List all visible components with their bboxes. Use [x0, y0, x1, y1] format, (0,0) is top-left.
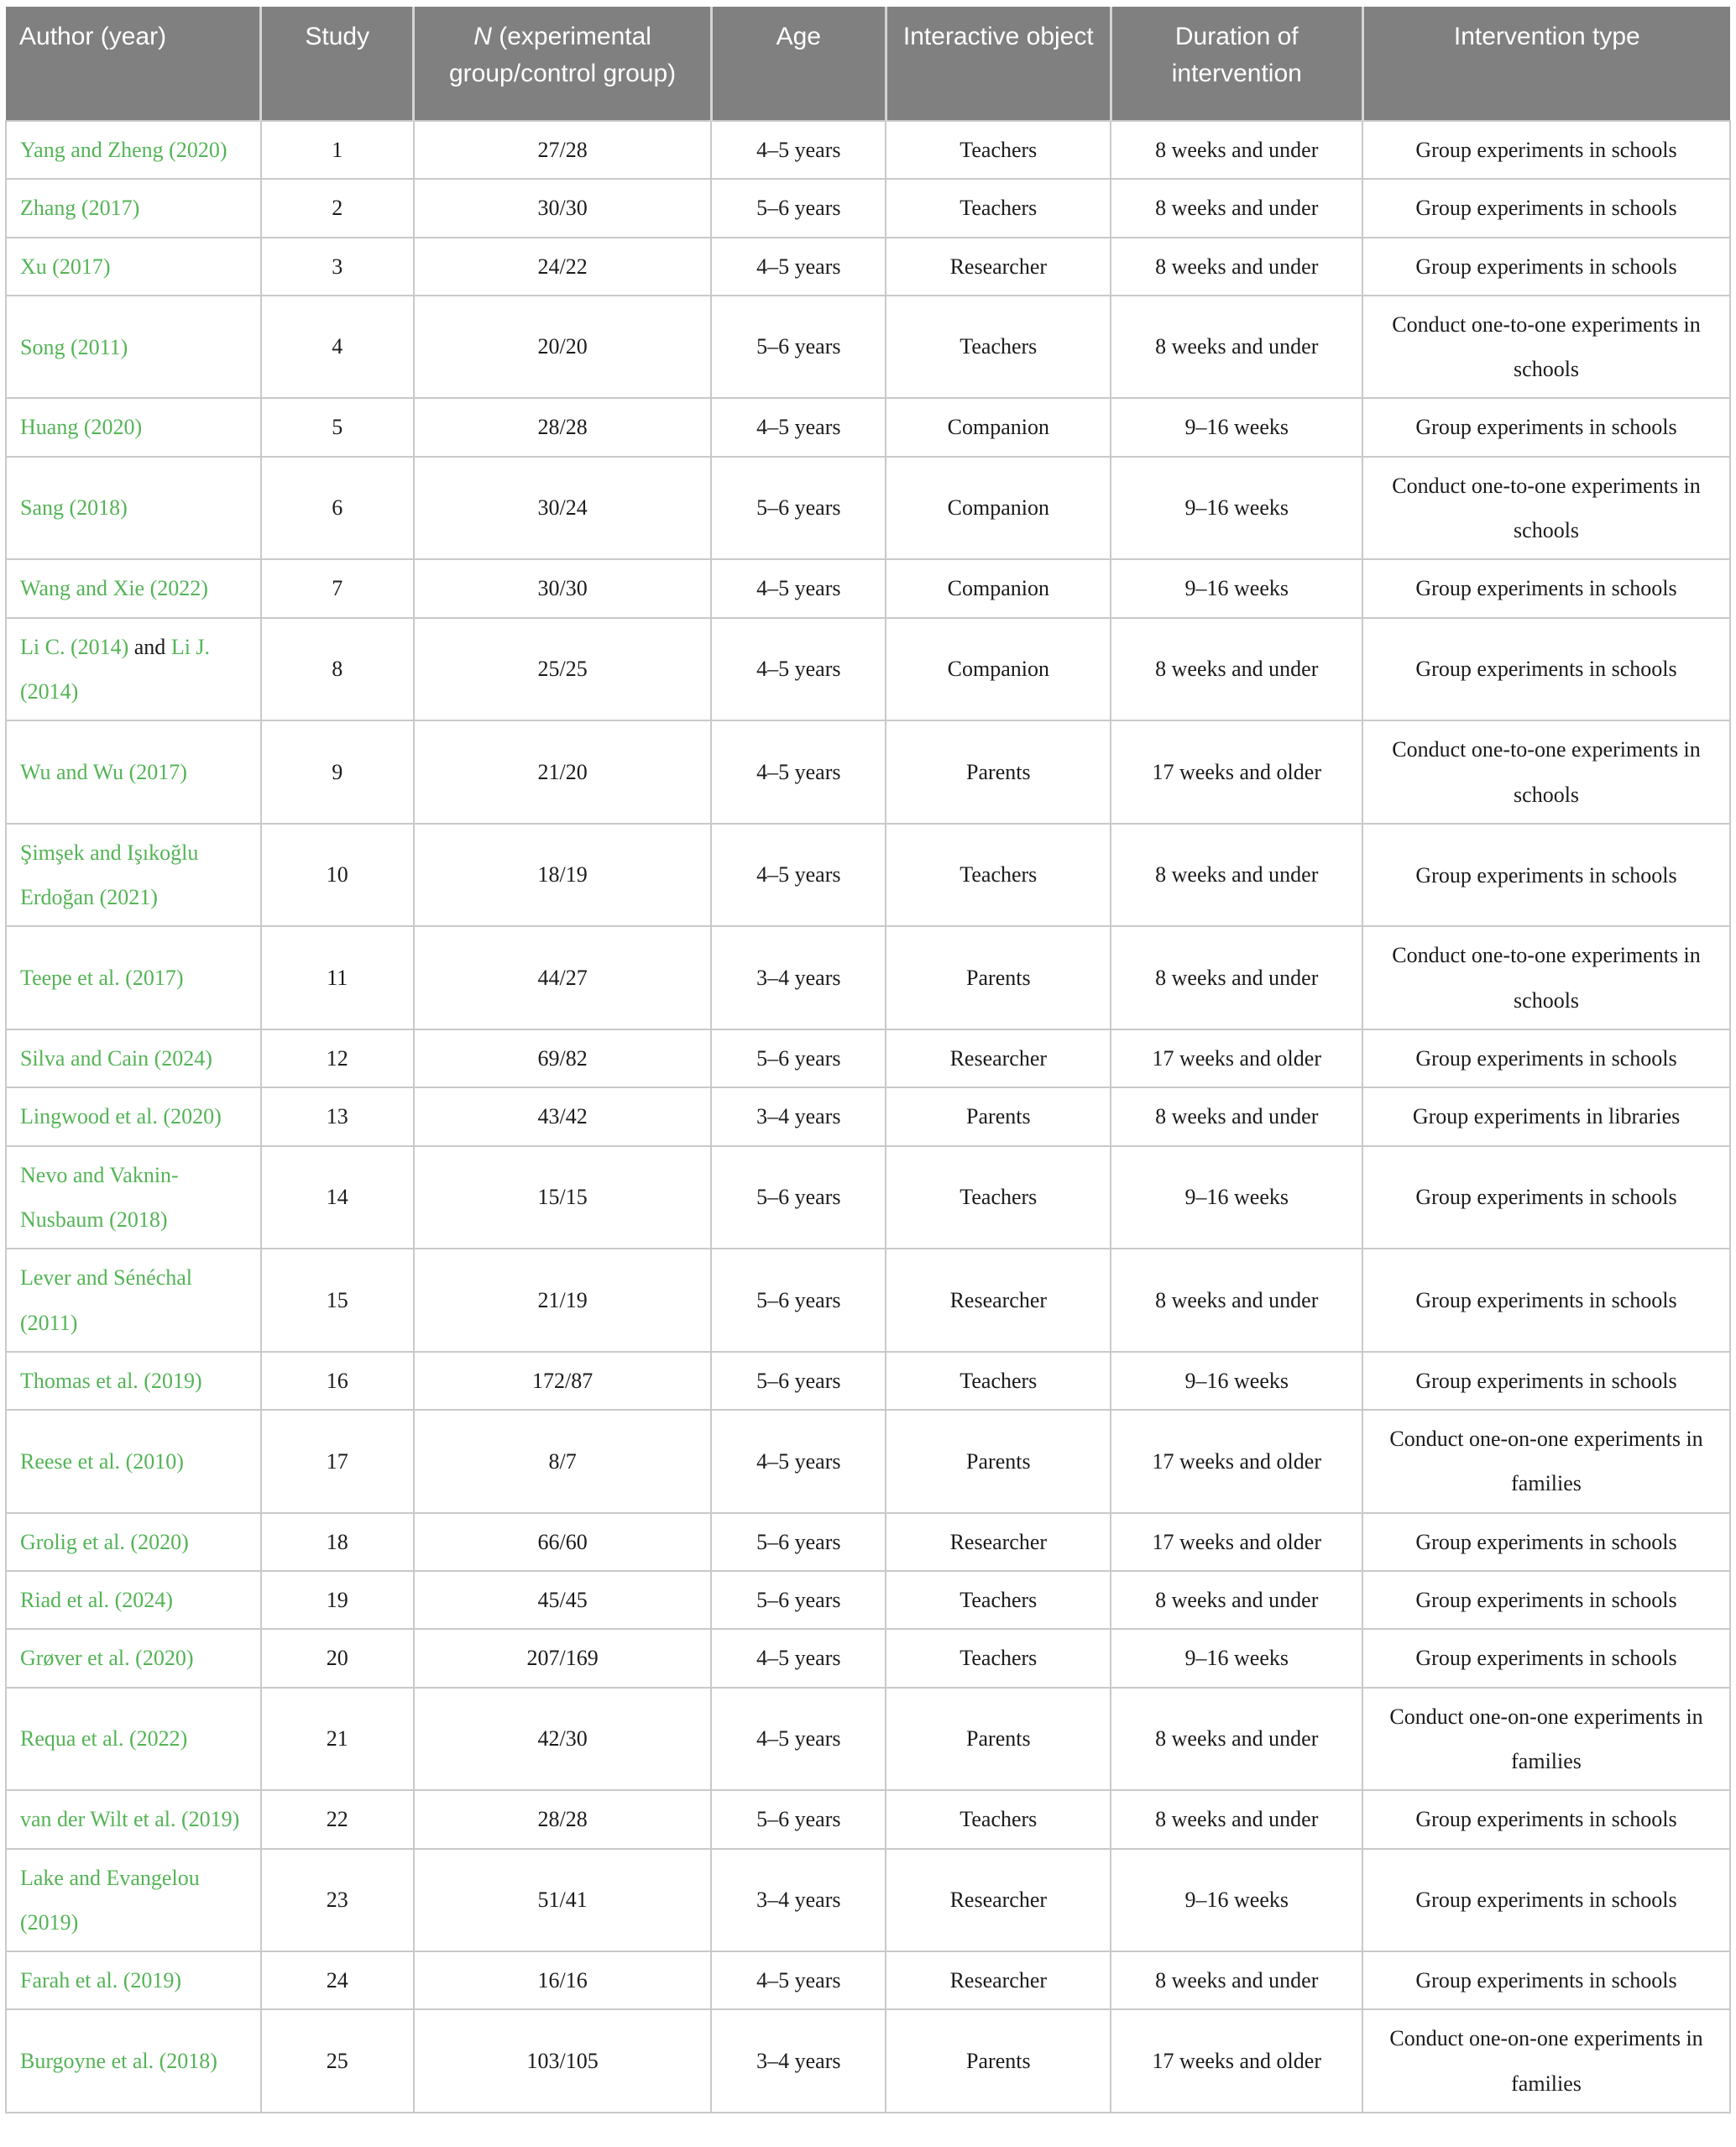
study-cell: 8 — [261, 618, 414, 721]
age-cell: 4–5 years — [711, 398, 886, 456]
n-cell: 51/41 — [414, 1849, 712, 1952]
study-cell: 15 — [261, 1249, 414, 1352]
age-cell: 3–4 years — [711, 926, 886, 1029]
age-cell: 4–5 years — [711, 1688, 886, 1791]
table-row — [6, 398, 1730, 456]
author-link[interactable]: Thomas et al. (2019) — [20, 1368, 202, 1393]
author-cell — [6, 824, 261, 927]
table-row — [6, 1790, 1730, 1848]
author-link[interactable]: Teepe et al. (2017) — [20, 966, 184, 991]
author-link[interactable]: Xu (2017) — [20, 254, 111, 279]
age-cell: 4–5 years — [711, 238, 886, 296]
table-row — [6, 238, 1730, 296]
table-row — [6, 720, 1730, 824]
n-cell: 207/169 — [414, 1629, 712, 1687]
author-link[interactable]: Burgoyne et al. (2018) — [20, 2049, 217, 2074]
study-cell: 2 — [261, 179, 414, 237]
column-header-duration: Duration of intervention — [1111, 7, 1362, 121]
author-link[interactable]: van der Wilt et al. (2019) — [20, 1807, 240, 1832]
table-row — [6, 1513, 1730, 1571]
age-cell: 5–6 years — [711, 296, 886, 399]
study-cell: 21 — [261, 1688, 414, 1791]
intervention-type-cell: Conduct one-to-one experiments in schools — [1362, 457, 1730, 560]
study-cell: 16 — [261, 1352, 414, 1410]
duration-cell: 8 weeks and under — [1111, 1249, 1362, 1352]
intervention-type-cell: Conduct one-on-one experiments in families — [1362, 1688, 1730, 1791]
table-row — [6, 1029, 1730, 1087]
author-cell — [6, 1146, 261, 1249]
duration-cell: 17 weeks and older — [1111, 1410, 1362, 1513]
table-row — [6, 618, 1730, 721]
interactive-object-cell: Researcher — [886, 1029, 1111, 1087]
duration-cell: 8 weeks and under — [1111, 824, 1362, 927]
table-row — [6, 1146, 1730, 1249]
author-link[interactable]: Reese et al. (2010) — [20, 1448, 184, 1474]
age-cell: 3–4 years — [711, 1849, 886, 1952]
author-link[interactable]: Requa et al. (2022) — [20, 1726, 188, 1752]
duration-cell: 8 weeks and under — [1111, 179, 1362, 237]
author-cell — [6, 296, 261, 399]
n-cell: 21/20 — [414, 720, 712, 824]
table-row — [6, 457, 1730, 560]
author-link[interactable]: Lake and Evangelou (2019) — [20, 1865, 200, 1935]
age-cell: 3–4 years — [711, 2009, 886, 2113]
n-cell: 24/22 — [414, 238, 712, 296]
author-cell — [6, 1087, 261, 1145]
table-body — [6, 121, 1730, 2113]
n-cell: 30/30 — [414, 179, 712, 237]
age-cell: 5–6 years — [711, 1790, 886, 1848]
age-cell: 4–5 years — [711, 559, 886, 617]
interactive-object-cell: Teachers — [886, 121, 1111, 179]
n-cell: 45/45 — [414, 1571, 712, 1629]
table-row — [6, 1849, 1730, 1952]
n-italic-symbol: N — [473, 23, 492, 50]
table-row — [6, 2009, 1730, 2113]
age-cell: 5–6 years — [711, 1146, 886, 1249]
duration-cell: 17 weeks and older — [1111, 2009, 1362, 2113]
author-link[interactable]: Yang and Zheng (2020) — [20, 138, 227, 162]
study-cell: 22 — [261, 1790, 414, 1848]
author-cell — [6, 618, 261, 721]
studies-table — [5, 7, 1731, 2113]
intervention-type-cell: Group experiments in schools — [1362, 1951, 1730, 2009]
interactive-object-cell: Companion — [886, 398, 1111, 456]
author-link[interactable]: Li C. (2014) — [20, 634, 129, 659]
n-cell: 18/19 — [414, 824, 712, 927]
table-row — [6, 1410, 1730, 1513]
header-row — [6, 7, 1730, 121]
n-cell: 43/42 — [414, 1087, 712, 1145]
study-cell: 10 — [261, 824, 414, 927]
author-cell — [6, 926, 261, 1029]
duration-cell: 17 weeks and older — [1111, 1029, 1362, 1087]
age-cell: 5–6 years — [711, 1513, 886, 1571]
duration-cell: 8 weeks and under — [1111, 618, 1362, 721]
intervention-type-cell: Group experiments in schools — [1362, 1790, 1730, 1848]
author-cell — [6, 1352, 261, 1410]
author-link[interactable]: Silva and Cain (2024) — [20, 1046, 212, 1071]
study-cell: 11 — [261, 926, 414, 1029]
n-cell: 28/28 — [414, 1790, 712, 1848]
author-cell — [6, 559, 261, 617]
author-cell — [6, 1790, 261, 1848]
duration-cell: 17 weeks and older — [1111, 1513, 1362, 1571]
intervention-type-cell: Group experiments in schools — [1362, 1146, 1730, 1249]
n-cell: 15/15 — [414, 1146, 712, 1249]
intervention-type-cell: Conduct one-to-one experiments in schools — [1362, 720, 1730, 824]
author-link[interactable]: Lingwood et al. (2020) — [20, 1104, 222, 1129]
table-row — [6, 1249, 1730, 1352]
author-cell — [6, 1951, 261, 2009]
intervention-type-cell: Group experiments in schools — [1362, 1249, 1730, 1352]
author-connector-text: and — [128, 634, 171, 659]
age-cell: 5–6 years — [711, 1352, 886, 1410]
author-link[interactable]: Song (2011) — [20, 334, 128, 359]
author-link[interactable]: Huang (2020) — [20, 415, 143, 440]
n-cell: 21/19 — [414, 1249, 712, 1352]
interactive-object-cell: Parents — [886, 720, 1111, 824]
interactive-object-cell: Teachers — [886, 179, 1111, 237]
age-cell: 4–5 years — [711, 121, 886, 179]
intervention-type-cell: Group experiments in schools — [1362, 559, 1730, 617]
duration-cell: 8 weeks and under — [1111, 296, 1362, 399]
table-row — [6, 926, 1730, 1029]
author-link[interactable]: Nevo and Vaknin-Nusbaum (2018) — [20, 1162, 179, 1232]
table-row — [6, 121, 1730, 179]
interactive-object-cell: Teachers — [886, 296, 1111, 399]
author-cell — [6, 1849, 261, 1952]
study-cell: 20 — [261, 1629, 414, 1687]
study-cell: 12 — [261, 1029, 414, 1087]
column-header-age: Age — [711, 7, 886, 121]
n-cell: 28/28 — [414, 398, 712, 456]
interactive-object-cell: Teachers — [886, 1790, 1111, 1848]
duration-cell: 9–16 weeks — [1111, 1629, 1362, 1687]
study-cell: 17 — [261, 1410, 414, 1513]
duration-cell: 9–16 weeks — [1111, 1146, 1362, 1249]
interactive-object-cell: Companion — [886, 559, 1111, 617]
author-link[interactable]: Grøver et al. (2020) — [20, 1646, 194, 1671]
study-cell: 6 — [261, 457, 414, 560]
interactive-object-cell: Researcher — [886, 238, 1111, 296]
duration-cell: 8 weeks and under — [1111, 238, 1362, 296]
n-cell: 66/60 — [414, 1513, 712, 1571]
interactive-object-cell: Parents — [886, 1410, 1111, 1513]
author-link[interactable]: Zhang (2017) — [20, 196, 140, 221]
author-link[interactable]: Wang and Xie (2022) — [20, 576, 208, 601]
intervention-type-cell: Group experiments in schools — [1362, 121, 1730, 179]
author-link[interactable]: Lever and Sénéchal (2011) — [20, 1265, 193, 1335]
n-cell: 42/30 — [414, 1688, 712, 1791]
column-header-n — [414, 7, 712, 121]
study-cell: 23 — [261, 1849, 414, 1952]
interactive-object-cell: Teachers — [886, 1352, 1111, 1410]
intervention-type-cell: Group experiments in schools — [1362, 238, 1730, 296]
table-row — [6, 1688, 1730, 1791]
duration-cell: 8 weeks and under — [1111, 1571, 1362, 1629]
author-cell — [6, 179, 261, 237]
author-cell — [6, 238, 261, 296]
age-cell: 5–6 years — [711, 1571, 886, 1629]
intervention-type-cell: Group experiments in schools — [1362, 824, 1730, 927]
n-cell: 20/20 — [414, 296, 712, 399]
interactive-object-cell: Parents — [886, 926, 1111, 1029]
age-cell: 5–6 years — [711, 457, 886, 560]
author-link[interactable]: Grolig et al. (2020) — [20, 1529, 189, 1554]
n-cell: 30/24 — [414, 457, 712, 560]
author-cell — [6, 1513, 261, 1571]
n-cell: 172/87 — [414, 1352, 712, 1410]
intervention-type-cell: Group experiments in schools — [1362, 1629, 1730, 1687]
duration-cell: 8 weeks and under — [1111, 926, 1362, 1029]
author-cell — [6, 1688, 261, 1791]
age-cell: 3–4 years — [711, 1087, 886, 1145]
age-cell: 5–6 years — [711, 1249, 886, 1352]
column-header-author: Author (year) — [6, 7, 261, 121]
interactive-object-cell: Parents — [886, 1087, 1111, 1145]
column-header-object: Interactive object — [886, 7, 1111, 121]
study-cell: 4 — [261, 296, 414, 399]
column-header-type: Intervention type — [1362, 7, 1730, 121]
age-cell: 4–5 years — [711, 1629, 886, 1687]
duration-cell: 8 weeks and under — [1111, 1087, 1362, 1145]
study-cell: 3 — [261, 238, 414, 296]
n-cell: 30/30 — [414, 559, 712, 617]
author-link[interactable]: Farah et al. (2019) — [20, 1968, 182, 1993]
study-cell: 1 — [261, 121, 414, 179]
n-cell: 44/27 — [414, 926, 712, 1029]
interactive-object-cell: Teachers — [886, 1146, 1111, 1249]
interactive-object-cell: Teachers — [886, 1629, 1111, 1687]
interactive-object-cell: Parents — [886, 2009, 1111, 2113]
duration-cell: 8 weeks and under — [1111, 1688, 1362, 1791]
age-cell: 5–6 years — [711, 1029, 886, 1087]
author-cell — [6, 2009, 261, 2113]
intervention-type-cell: Group experiments in schools — [1362, 1849, 1730, 1952]
interactive-object-cell: Companion — [886, 457, 1111, 560]
author-cell — [6, 720, 261, 824]
study-cell: 13 — [261, 1087, 414, 1145]
study-cell: 25 — [261, 2009, 414, 2113]
interactive-object-cell: Researcher — [886, 1513, 1111, 1571]
interactive-object-cell: Parents — [886, 1688, 1111, 1791]
author-cell — [6, 457, 261, 560]
study-cell: 18 — [261, 1513, 414, 1571]
author-cell — [6, 1249, 261, 1352]
interactive-object-cell: Researcher — [886, 1249, 1111, 1352]
author-cell — [6, 1571, 261, 1629]
intervention-type-cell: Group experiments in schools — [1362, 1571, 1730, 1629]
table-header — [6, 7, 1730, 121]
interactive-object-cell: Teachers — [886, 1571, 1111, 1629]
age-cell: 4–5 years — [711, 1951, 886, 2009]
intervention-type-cell: Group experiments in schools — [1362, 1352, 1730, 1410]
interactive-object-cell: Researcher — [886, 1951, 1111, 2009]
author-cell — [6, 1410, 261, 1513]
table-row — [6, 1352, 1730, 1410]
author-link[interactable]: Riad et al. (2024) — [20, 1588, 173, 1613]
study-cell: 24 — [261, 1951, 414, 2009]
author-link[interactable]: Li J. (2014) — [20, 634, 211, 704]
author-link[interactable]: Şimşek and Işıkoğlu Erdoğan (2021) — [20, 840, 199, 910]
n-cell: 27/28 — [414, 121, 712, 179]
table-row — [6, 296, 1730, 399]
intervention-type-cell: Group experiments in schools — [1362, 179, 1730, 237]
n-cell: 16/16 — [414, 1951, 712, 2009]
study-cell: 5 — [261, 398, 414, 456]
duration-cell: 8 weeks and under — [1111, 121, 1362, 179]
n-cell: 69/82 — [414, 1029, 712, 1087]
intervention-type-cell: Conduct one-on-one experiments in families — [1362, 1410, 1730, 1513]
duration-cell: 9–16 weeks — [1111, 1352, 1362, 1410]
author-cell — [6, 121, 261, 179]
duration-cell: 8 weeks and under — [1111, 1790, 1362, 1848]
interactive-object-cell: Researcher — [886, 1849, 1111, 1952]
duration-cell: 9–16 weeks — [1111, 559, 1362, 617]
study-cell: 9 — [261, 720, 414, 824]
duration-cell: 9–16 weeks — [1111, 1849, 1362, 1952]
interactive-object-cell: Companion — [886, 618, 1111, 721]
interactive-object-cell: Teachers — [886, 824, 1111, 927]
duration-cell: 9–16 weeks — [1111, 457, 1362, 560]
table-row — [6, 559, 1730, 617]
study-cell: 7 — [261, 559, 414, 617]
intervention-type-cell: Group experiments in schools — [1362, 1029, 1730, 1087]
author-link[interactable]: Sang (2018) — [20, 495, 128, 521]
table-row — [6, 1951, 1730, 2009]
column-header-study: Study — [261, 7, 414, 121]
n-cell: 8/7 — [414, 1410, 712, 1513]
table-row — [6, 179, 1730, 237]
intervention-type-cell: Conduct one-on-one experiments in families — [1362, 2009, 1730, 2113]
table-row — [6, 824, 1730, 927]
table-row — [6, 1087, 1730, 1145]
n-cell: 25/25 — [414, 618, 712, 721]
table-row — [6, 1571, 1730, 1629]
duration-cell: 17 weeks and older — [1111, 720, 1362, 824]
age-cell: 4–5 years — [711, 618, 886, 721]
author-cell — [6, 1029, 261, 1087]
age-cell: 5–6 years — [711, 179, 886, 237]
author-cell — [6, 1629, 261, 1687]
duration-cell: 8 weeks and under — [1111, 1951, 1362, 2009]
intervention-type-cell: Group experiments in schools — [1362, 1513, 1730, 1571]
n-cell: 103/105 — [414, 2009, 712, 2113]
intervention-type-cell: Conduct one-to-one experiments in schools — [1362, 296, 1730, 399]
age-cell: 4–5 years — [711, 1410, 886, 1513]
age-cell: 4–5 years — [711, 824, 886, 927]
study-cell: 14 — [261, 1146, 414, 1249]
study-cell: 19 — [261, 1571, 414, 1629]
author-link[interactable]: Wu and Wu (2017) — [20, 759, 187, 784]
intervention-type-cell: Group experiments in libraries — [1362, 1087, 1730, 1145]
age-cell: 4–5 years — [711, 720, 886, 824]
author-cell — [6, 398, 261, 456]
column-header-label: (experimental group/control group) — [449, 23, 677, 87]
intervention-type-cell: Group experiments in schools — [1362, 398, 1730, 456]
intervention-type-cell: Group experiments in schools — [1362, 618, 1730, 721]
intervention-type-cell: Conduct one-to-one experiments in schools — [1362, 926, 1730, 1029]
table-row — [6, 1629, 1730, 1687]
duration-cell: 9–16 weeks — [1111, 398, 1362, 456]
